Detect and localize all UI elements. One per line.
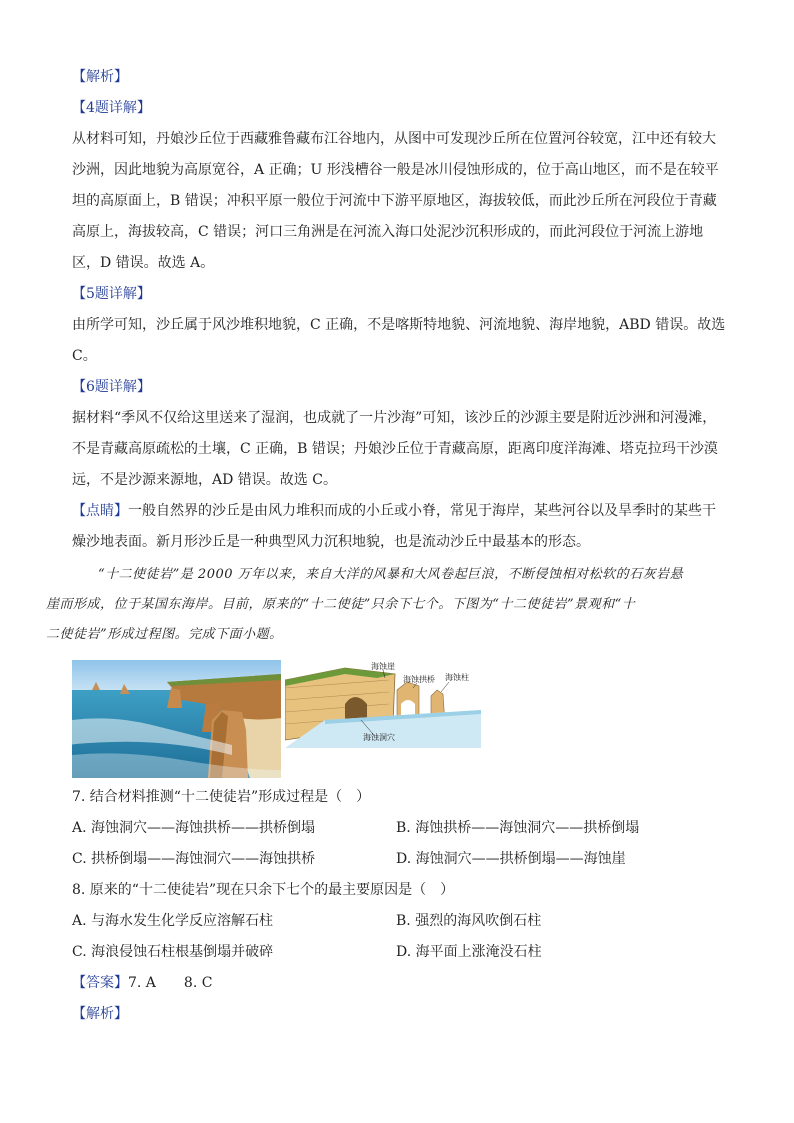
question-7-options-row: [72, 844, 724, 875]
tip-text: 一般自然界的沙丘是由风力堆积而成的小丘或小脊，常见于海岸，某些河谷以及旱季时的某些干: [128, 503, 716, 519]
label-sea-cave: 海蚀洞穴: [363, 733, 395, 742]
answer-heading: 【答案】: [72, 975, 128, 991]
answer-text: 7. A 8. C: [128, 975, 213, 991]
tip-line: [72, 496, 724, 527]
q4-heading: 【4题详解】: [72, 100, 151, 116]
q6-line: 据材料“季风不仅给这里送来了湿润，也成就了一片沙海”可知，该沙丘的沙源主要是附近沙洲和河漫滩，: [72, 410, 717, 426]
q6-heading: 【6题详解】: [72, 379, 151, 395]
intro-paragraph: [46, 560, 724, 650]
q5-line: C。: [72, 348, 97, 364]
q5-line: 由所学可知，沙丘属于风沙堆积地貌，C 正确，不是喀斯特地貌、河流地貌、海岸地貌，ABD 错误。故选: [72, 317, 726, 333]
answer-line: [72, 968, 724, 999]
analysis-heading: 【解析】: [72, 69, 128, 85]
option-8a: A. 与海水发生化学反应溶解石柱: [72, 913, 274, 929]
q6-line: 不是青藏高原疏松的土壤，C 正确，B 错误；丹娘沙丘位于青藏高原，距离印度洋海滩、塔克拉玛干沙漠: [72, 441, 718, 457]
label-sea-cliff: 海蚀崖: [371, 662, 395, 671]
q4-line: 沙洲，因此地貌为高原宽谷，A 正确；U 形浅槽谷一般是冰川侵蚀形成的，位于高山地区，而不是在较平: [72, 162, 719, 178]
label-sea-stack: 海蚀柱: [445, 673, 469, 682]
q4-line: 从材料可知，丹娘沙丘位于西藏雅鲁藏布江谷地内，从图中可发现沙丘所在位置河谷较宽，江中还有较大: [72, 131, 716, 147]
document-page: [46, 62, 726, 1030]
option-8b: B. 强烈的海风吹倒石柱: [396, 913, 542, 929]
question-7-stem: 7. 结合材料推测“十二使徒岩”形成过程是（ ）: [72, 789, 371, 805]
question-8-stem: 8. 原来的“十二使徒岩”现在只余下七个的最主要原因是（ ）: [72, 882, 455, 898]
option-7b: B. 海蚀拱桥——海蚀洞穴——拱桥倒塌: [396, 820, 640, 836]
option-7d: D. 海蚀洞穴——拱桥倒塌——海蚀崖: [396, 851, 626, 867]
question-8-options-row: [72, 906, 724, 937]
option-8d: D. 海平面上涨淹没石柱: [396, 944, 542, 960]
intro-line: “十二使徒岩”是 2000 万年以来，来自大洋的风暴和大风卷起巨浪，不断侵蚀相对松软的石灰岩悬: [98, 567, 684, 582]
q5-heading: 【5题详解】: [72, 286, 151, 302]
question-8-options-row: [72, 937, 724, 968]
option-7a: A. 海蚀洞穴——海蚀拱桥——拱桥倒塌: [72, 820, 316, 836]
label-sea-arch: 海蚀拱桥: [403, 675, 435, 684]
question-7-options-row: [72, 813, 724, 844]
tip-line: 燥沙地表面。新月形沙丘是一种典型风力沉积地貌，也是流动沙丘中最基本的形态。: [72, 534, 590, 550]
intro-line: 二使徒岩”形成过程图。完成下面小题。: [46, 627, 283, 642]
sea-erosion-diagram: [285, 660, 481, 748]
q4-line: 坦的高原面上，B 错误；冲积平原一般位于河流中下游平原地区，海拔较低，而此沙丘所在河段位于青藏: [72, 193, 717, 209]
q4-line: 区，D 错误。故选 A。: [72, 255, 215, 271]
q6-line: 远，不是沙源来源地，AD 错误。故选 C。: [72, 472, 337, 488]
analysis-heading-bottom: 【解析】: [72, 1006, 128, 1022]
twelve-apostles-photo: [72, 660, 281, 778]
q4-line: 高原上，海拔较高，C 错误；河口三角洲是在河流入海口处泥沙沉积形成的，而此河段位于河流上游地: [72, 224, 704, 240]
intro-line: 崖而形成，位于某国东海岸。目前，原来的“十二使徒”只余下七个。下图为“十二使徒岩”景观和“十: [46, 597, 636, 612]
option-7c: C. 拱桥倒塌——海蚀洞穴——海蚀拱桥: [72, 851, 316, 867]
option-8c: C. 海浪侵蚀石柱根基倒塌并破碎: [72, 944, 274, 960]
tip-heading: 【点睛】: [72, 503, 128, 519]
figure-row: [72, 660, 724, 778]
